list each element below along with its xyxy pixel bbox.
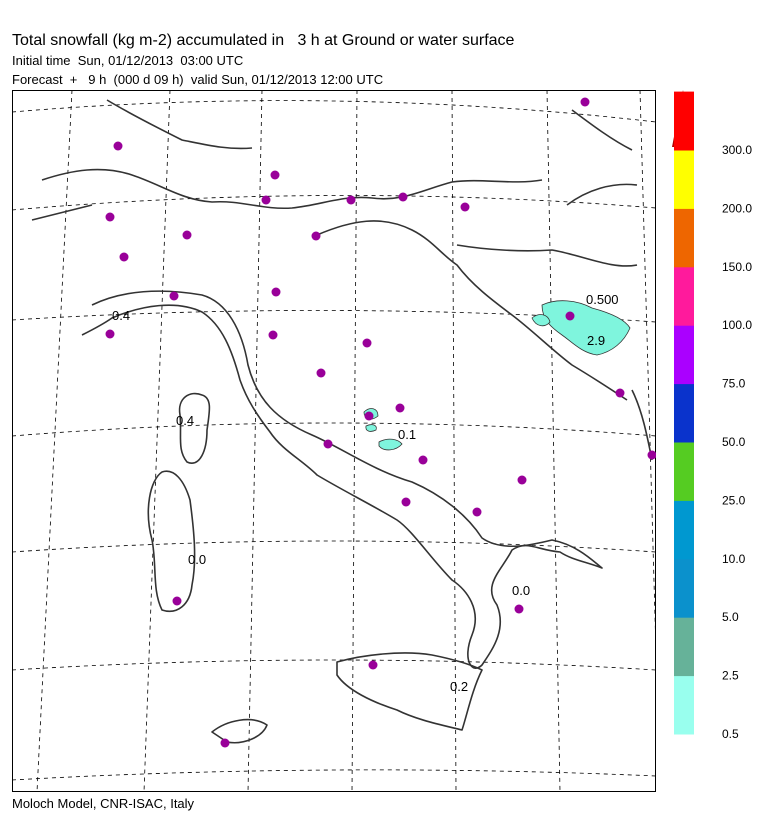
legend-value-label: 25.0: [722, 493, 746, 508]
station-marker: [269, 331, 278, 340]
legend-color-box: [674, 676, 694, 735]
station-marker: [399, 193, 408, 202]
station-marker: [365, 412, 374, 421]
contour-label: 0.500: [586, 292, 619, 307]
station-marker: [221, 739, 230, 748]
legend-value-labels: [722, 143, 752, 741]
contour-label: 0.1: [398, 427, 417, 442]
station-marker: [173, 597, 182, 606]
station-marker: [170, 292, 179, 301]
legend-color-box: [674, 384, 694, 443]
snow-area-apennines-3: [366, 425, 377, 432]
station-marker: [183, 231, 192, 240]
legend-color-box: [674, 267, 694, 326]
station-marker: [363, 339, 372, 348]
station-marker: [106, 330, 115, 339]
station-marker: [312, 232, 321, 241]
legend-value-label: 10.0: [722, 551, 746, 566]
station-marker: [317, 369, 326, 378]
legend-color-box: [674, 92, 694, 151]
legend-color-box: [674, 208, 694, 267]
station-marker: [616, 389, 625, 398]
station-marker: [347, 196, 356, 205]
legend-value-label: 0.5: [722, 727, 739, 741]
station-marker: [114, 142, 123, 151]
color-legend: [660, 85, 760, 745]
station-marker: [581, 98, 590, 107]
station-marker: [566, 312, 575, 321]
station-marker: [419, 456, 428, 465]
initial-time: Initial time Sun, 01/12/2013 03:00 UTC: [12, 53, 244, 68]
legend-color-box: [674, 559, 694, 618]
station-marker: [396, 404, 405, 413]
contour-label: 2.9: [587, 333, 606, 348]
station-marker: [461, 203, 470, 212]
station-marker: [272, 288, 281, 297]
contour-label: 0.4: [112, 308, 131, 323]
model-credit: Moloch Model, CNR-ISAC, Italy: [12, 796, 195, 811]
legend-color-box: [674, 500, 694, 559]
station-marker: [369, 661, 378, 670]
legend-color-boxes: [674, 92, 694, 735]
legend-color-box: [674, 442, 694, 501]
legend-value-label: 50.0: [722, 435, 746, 449]
forecast-valid-time: Forecast + 9 h (000 d 09 h) valid Sun, 01/12/2013 12:00 UTC: [12, 72, 384, 87]
station-marker: [402, 498, 411, 507]
legend-value-label: 75.0: [722, 376, 746, 391]
station-marker: [106, 213, 115, 222]
station-marker: [518, 476, 527, 485]
station-marker: [120, 253, 129, 262]
legend-color-box: [674, 325, 694, 384]
station-marker: [324, 440, 333, 449]
station-marker: [262, 196, 271, 205]
snowfall-map: [12, 90, 656, 792]
station-marker: [473, 508, 482, 517]
legend-value-label: 150.0: [722, 259, 753, 274]
contour-label: 0.4: [176, 413, 195, 428]
legend-color-box: [674, 617, 694, 676]
legend-value-label: 2.5: [722, 668, 739, 683]
legend-value-label: 300.0: [722, 143, 753, 157]
legend-value-label: 5.0: [722, 610, 739, 625]
station-marker: [515, 605, 524, 614]
contour-label: 0.0: [188, 552, 207, 567]
contour-label: 0.0: [512, 583, 531, 598]
contour-label: 0.2: [450, 679, 469, 694]
legend-value-label: 100.0: [722, 318, 753, 333]
station-marker: [271, 171, 280, 180]
legend-value-label: 200.0: [722, 201, 753, 216]
legend-color-box: [674, 150, 694, 209]
map-title: Total snowfall (kg m-2) accumulated in 3 h at Ground or water surface: [12, 32, 515, 49]
